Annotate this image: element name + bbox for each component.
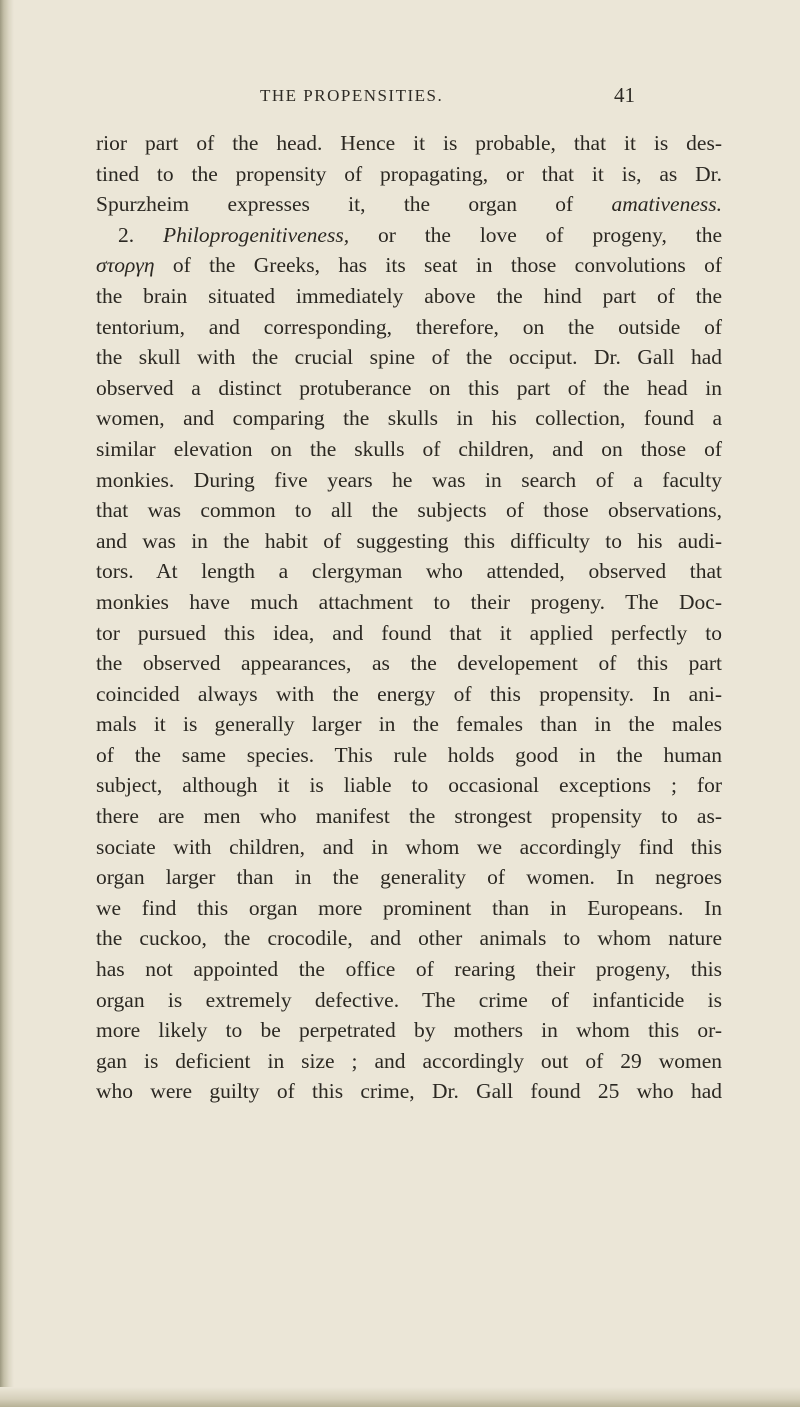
- text-line: [96, 954, 722, 985]
- text-run: observed a distinct protuberance on this part of the head in: [96, 375, 722, 400]
- text-run: has not appointed the office of rearing their progeny, this: [96, 957, 722, 982]
- text-run: we find this organ more prominent than in Europeans. In: [96, 895, 722, 920]
- text-line: [96, 342, 722, 373]
- text-line: [96, 403, 722, 434]
- text-line: [96, 159, 722, 190]
- text-run: tor pursued this idea, and found that it applied perfectly to: [96, 620, 722, 645]
- text-run: Spurzheim expresses it, the organ of: [96, 192, 612, 217]
- text-run: tors. At length a clergyman who attended, observed that: [96, 559, 722, 584]
- text-line: [96, 526, 722, 557]
- text-line: [96, 618, 722, 649]
- page-bottom-edge: [0, 1387, 800, 1407]
- text-line: [96, 801, 722, 832]
- page-gutter-shadow: [0, 0, 14, 1407]
- text-line: [96, 893, 722, 924]
- text-line: [96, 985, 722, 1016]
- text-run: the cuckoo, the crocodile, and other animals to whom nature: [96, 926, 722, 951]
- text-line: [96, 189, 722, 220]
- text-run: rior part of the head. Hence it is probable, that it is des-: [96, 131, 722, 155]
- body-text: [96, 128, 722, 1107]
- text-run: monkies. During five years he was in search of a faculty: [96, 467, 722, 492]
- text-run: tined to the propensity of propagating, or that it is, as Dr.: [96, 161, 722, 186]
- text-line: [96, 220, 722, 251]
- text-line: [96, 862, 722, 893]
- text-line: [96, 434, 722, 465]
- text-run: of the Greeks, has its seat in those convolutions of: [154, 253, 722, 278]
- text-run: of the same species. This rule holds good in the human: [96, 742, 722, 767]
- text-line: [96, 709, 722, 740]
- text-run: women, and comparing the skulls in his collection, found a: [96, 406, 722, 431]
- running-head: [0, 83, 800, 116]
- text-run: that was common to all the subjects of those observations,: [96, 498, 722, 523]
- text-run: organ larger than in the generality of women. In negroes: [96, 865, 722, 890]
- text-run: monkies have much attachment to their progeny. The Doc-: [96, 589, 722, 614]
- text-line: [96, 250, 722, 281]
- page-number: 41: [614, 83, 635, 107]
- text-line: [96, 465, 722, 496]
- text-line: [96, 281, 722, 312]
- text-line: [96, 128, 722, 159]
- text-line: [96, 495, 722, 526]
- text-line: [96, 740, 722, 771]
- text-line: [96, 923, 722, 954]
- text-line: [96, 312, 722, 343]
- text-line: [96, 556, 722, 587]
- text-run: 2.: [118, 222, 163, 247]
- text-run: coincided always with the energy of this propensity. In ani-: [96, 681, 722, 706]
- text-run: gan is deficient in size ; and accordingly out of 29 women: [96, 1048, 722, 1073]
- text-run: organ is extremely defective. The crime of infanticide is: [96, 987, 722, 1012]
- text-run: sociate with children, and in whom we accordingly find this: [96, 834, 722, 859]
- text-run: similar elevation on the skulls of children, and on those of: [96, 436, 722, 461]
- italic-text: Philoprogenitiveness,: [162, 222, 350, 247]
- text-run: the brain situated immediately above the hind part of the: [96, 283, 722, 308]
- text-line: [96, 648, 722, 679]
- text-run: who were guilty of this crime, Dr. Gall found 25 who had: [96, 1079, 722, 1104]
- text-run: the skull with the crucial spine of the occiput. Dr. Gall had: [96, 345, 722, 370]
- text-line: [96, 1076, 722, 1107]
- text-line: [96, 832, 722, 863]
- text-line: [96, 587, 722, 618]
- text-line: [96, 1015, 722, 1046]
- text-run: there are men who manifest the strongest propensity to as-: [96, 804, 722, 829]
- italic-text: στοργη: [96, 253, 155, 278]
- text-run: the observed appearances, as the developement of this part: [96, 651, 722, 676]
- text-run: more likely to be perpetrated by mothers in whom this or-: [96, 1018, 722, 1043]
- text-line: [96, 1046, 722, 1077]
- text-run: subject, although it is liable to occasional exceptions ; for: [96, 773, 722, 798]
- text-run: mals it is generally larger in the females than in the males: [96, 712, 722, 737]
- running-title: THE PROPENSITIES.: [260, 86, 444, 105]
- text-line: [96, 679, 722, 710]
- text-line: [96, 373, 722, 404]
- text-line: [96, 770, 722, 801]
- text-run: and was in the habit of suggesting this difficulty to his audi-: [96, 528, 722, 553]
- italic-text: amativeness.: [611, 192, 722, 217]
- text-run: or the love of progeny, the: [349, 222, 722, 247]
- text-run: tentorium, and corresponding, therefore, on the outside of: [96, 314, 722, 339]
